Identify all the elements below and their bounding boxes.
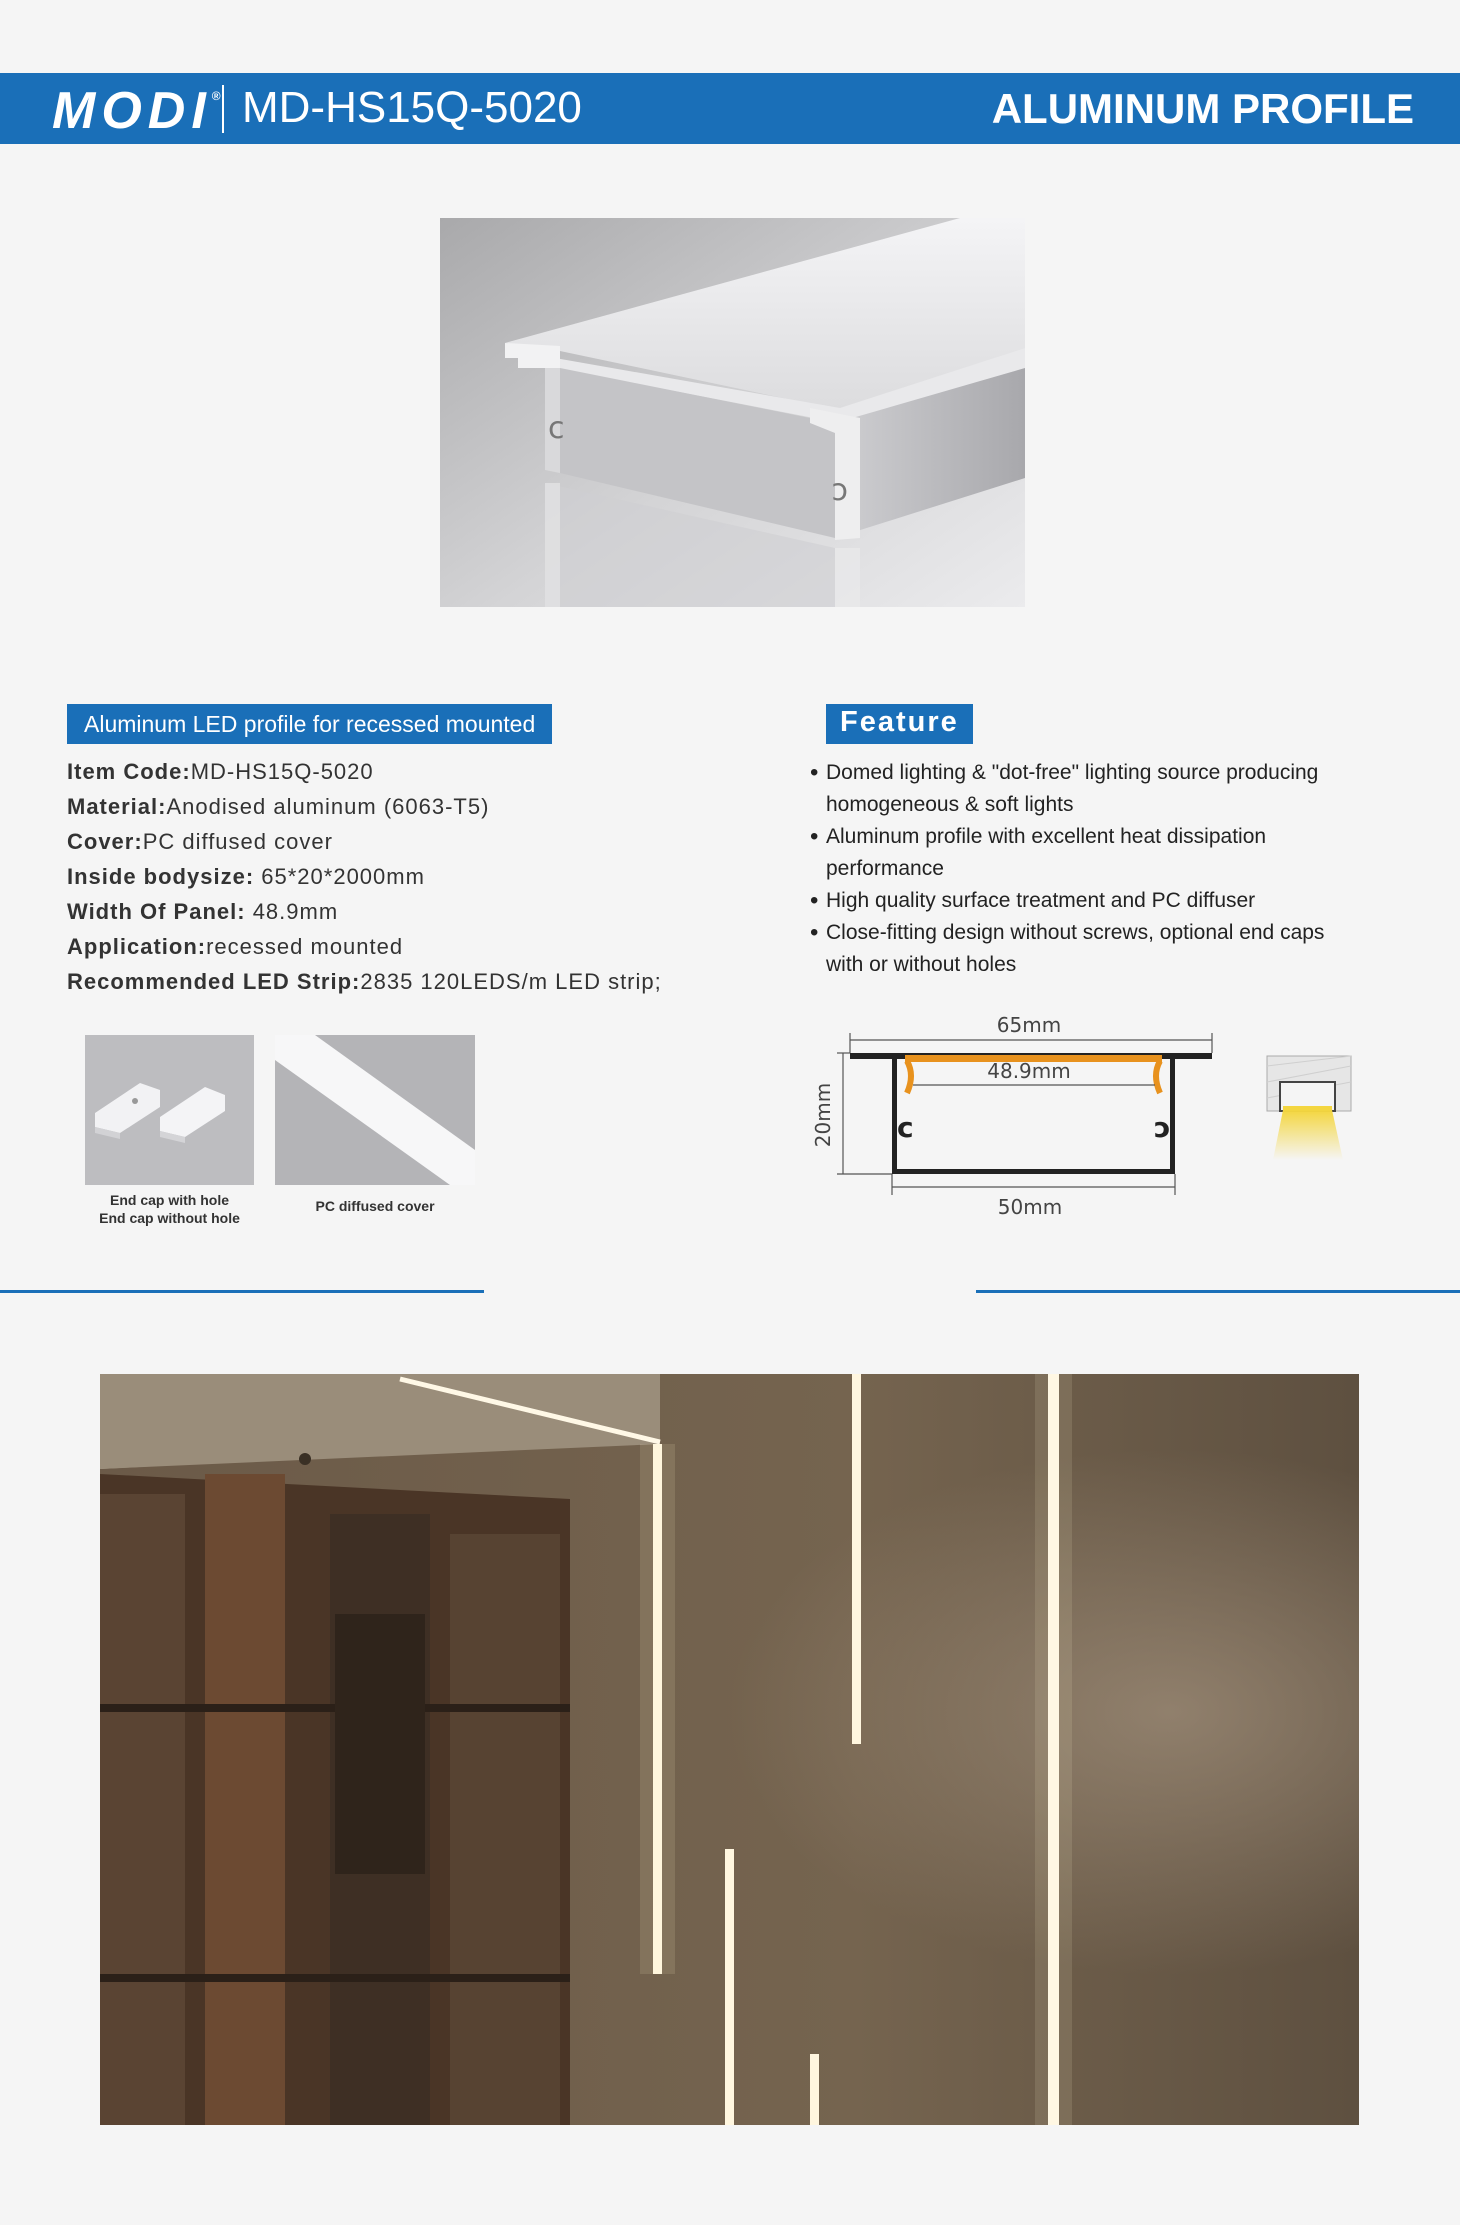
svg-text:c: c — [831, 473, 848, 508]
end-cap-caption: End cap with hole End cap without hole — [99, 1192, 240, 1226]
diffuser-cover-caption: PC diffused cover — [315, 1198, 435, 1214]
feature-item: • Close-fitting design without screws, optional end caps with or without holes — [808, 917, 1348, 981]
end-cap-image — [85, 1035, 254, 1185]
spec-list — [67, 757, 662, 1002]
feature-list — [808, 757, 1348, 981]
spec-row: Application:recessed mounted — [67, 934, 404, 959]
spec-row: Material:Anodised aluminum (6063-T5) — [67, 794, 490, 819]
feature-item: • Aluminum profile with excellent heat dissipation performance — [808, 821, 1348, 885]
section-divider-left — [0, 1290, 484, 1293]
product-tagline: Aluminum LED profile for recessed mounted — [67, 704, 552, 744]
diffuser-cover-image — [275, 1035, 475, 1185]
category-title: ALUMINUM PROFILE — [991, 85, 1414, 132]
section-divider-right — [976, 1290, 1460, 1293]
spec-row: Recommended LED Strip:2835 120LEDS/m LED strip; — [67, 969, 662, 994]
spec-row: Width Of Panel: 48.9mm — [67, 899, 339, 924]
header-divider — [222, 85, 224, 133]
application-photo — [100, 1374, 1359, 2125]
spec-row: Cover:PC diffused cover — [67, 829, 333, 854]
recessed-install-icon — [1265, 1052, 1355, 1167]
dim-outer-width: 65mm — [996, 1013, 1062, 1037]
model-number: MD-HS15Q-5020 — [242, 83, 582, 132]
feature-item: • High quality surface treatment and PC diffuser — [808, 885, 1348, 917]
dim-panel-width: 48.9mm — [987, 1059, 1071, 1083]
spec-row: Item Code:MD-HS15Q-5020 — [67, 759, 374, 784]
svg-text:c: c — [548, 411, 565, 446]
dim-height: 20mm — [811, 1082, 835, 1148]
svg-text:c: c — [897, 1111, 914, 1144]
dim-inner-width: 50mm — [997, 1195, 1063, 1219]
header-bar — [0, 73, 1460, 144]
brand-logo: MODI® — [52, 82, 221, 140]
product-hero-image — [440, 218, 1025, 607]
cross-section-diagram — [811, 1005, 1235, 1225]
spec-row: Inside bodysize: 65*20*2000mm — [67, 864, 425, 889]
feature-item: • Domed lighting & "dot-free" lighting source producing homogeneous & soft lights — [808, 757, 1348, 821]
svg-text:c: c — [1153, 1111, 1170, 1144]
feature-title: Feature — [826, 704, 973, 744]
